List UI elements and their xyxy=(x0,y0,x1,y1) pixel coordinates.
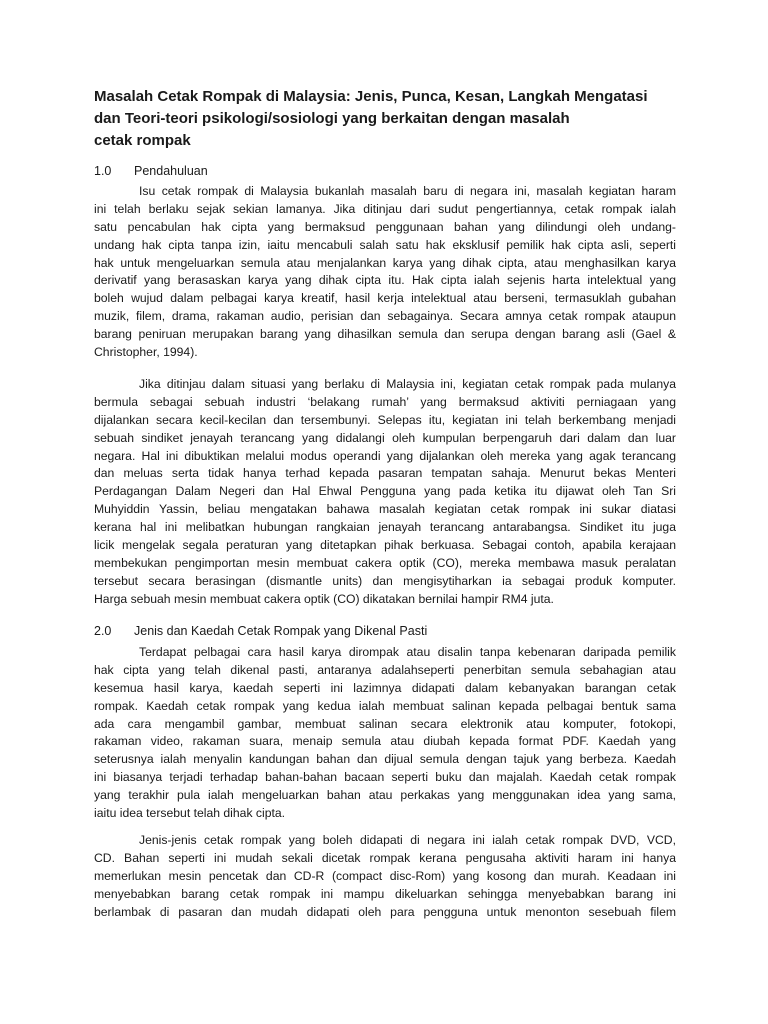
text-line: muzik, filem, drama, rakaman audio, perisian dan sebagainya. Secara amnya cetak rompak ataupun xyxy=(94,309,676,324)
text-line: Perdagangan Dalam Negeri dan Hal Ehwal Pengguna yang pada ketika itu dijawat oleh Tan Sri xyxy=(94,484,676,499)
title-line: dan Teori-teori psikologi/sosiologi yang berkaitan dengan masalah xyxy=(94,110,570,127)
paragraph-3 xyxy=(94,644,676,823)
text-line: Jika ditinjau dalam situasi yang berlaku di Malaysia ini, kegiatan cetak rompak pada mulanya xyxy=(139,377,676,391)
text-line: sebuah sindiket jenayah terancang yang didalangi oleh kumpulan berpengaruh dari dalam dan luar xyxy=(94,430,676,445)
text-line: menyebabkan barang cetak rompak ini mampu dikeluarkan sehingga menyebabkan barang ini xyxy=(94,886,676,901)
text-line: licik mengelak segala peraturan yang ditetapkan pihak berkuasa. Sebagai contoh, apabila kerajaan xyxy=(94,538,676,553)
paragraph-2 xyxy=(94,376,676,609)
text-line: negara. Hal ini dibuktikan melalui modus operandi yang dijalankan oleh mereka yang agak terancang xyxy=(94,448,676,463)
text-line: CD. Bahan seperti ini mudah sekali dicetak rompak kerana pengusaha aktiviti haram ini hanya xyxy=(94,850,676,865)
text-line: undang hak cipta tanpa izin, iaitu mencabuli salah satu hak eksklusif pemilik hak cipta asli, seperti xyxy=(94,237,676,252)
text-line: ada cara mengambil gambar, membuat salinan secara elektronik atau komputer, fotokopi, xyxy=(94,716,676,731)
text-line: berlambak di pasaran dan mudah didapati oleh para pengguna untuk menonton sesebuah filem xyxy=(94,904,676,919)
text-line: ini telah berlaku sejak sekian lamanya. Jika ditinjau dari sudut pengertiannya, cetak rompak ialah xyxy=(94,201,676,216)
paragraph-4 xyxy=(94,832,676,921)
text-line: Muhyiddin Yassin, beliau mengatakan bahawa masalah kegiatan cetak rompak ini sukar diatasi xyxy=(94,502,676,517)
text-line: barang peniruan merupakan barang yang dihasilkan semula dan serupa dengan barang asli (Gael & xyxy=(94,327,676,342)
section-heading-2 xyxy=(94,624,427,638)
text-line: bermula sebagai sebuah industri ‘belakang rumah’ yang bermaksud aktiviti perniagaan yang xyxy=(94,394,676,409)
text-line: yang terakhir pula ialah mengeluarkan bahan atau perkakas yang menggunakan idea yang sama, xyxy=(94,788,676,803)
text-line: membekukan pengimportan mesin membuat cakera optik (CO), mereka membawa masuk peralatan xyxy=(94,555,676,570)
text-line: Jenis-jenis cetak rompak yang boleh didapati di negara ini ialah cetak rompak DVD, VCD, xyxy=(139,833,676,847)
text-line: satu pencabulan hak cipta yang bermaksud penggunaan bahan yang dilindungi oleh undang- xyxy=(94,219,676,234)
text-line: dijalankan secara kecil-kecilan dan tersembunyi. Selepas itu, kegiatan ini telah berkembang menjadi xyxy=(94,412,676,427)
text-line: Christopher, 1994). xyxy=(94,345,198,360)
text-line: hak cipta yang telah dikenal pasti, antaranya adalahseperti penerbitan semula sebahagian atau xyxy=(94,662,676,677)
title-line: cetak rompak xyxy=(94,132,191,149)
section-title: Pendahuluan xyxy=(134,164,208,178)
text-line: derivatif yang berasaskan karya yang dihak cipta itu. Hak cipta ialah sejenis harta intelektual yang xyxy=(94,273,676,288)
text-line: Terdapat pelbagai cara hasil karya dirompak atau disalin tanpa kebenaran daripada pemilik xyxy=(139,645,676,659)
document-title xyxy=(94,86,694,152)
text-line: tersebut secara berasingan (dismantle units) dan mengisytiharkan ia sebagai produk komputer. xyxy=(94,573,676,588)
text-line: Isu cetak rompak di Malaysia bukanlah masalah baru di negara ini, masalah kegiatan haram xyxy=(139,184,676,198)
paragraph-1 xyxy=(94,183,676,362)
text-line: iaitu idea tersebut telah dihak cipta. xyxy=(94,806,286,821)
text-line: kesemua hasil karya, kaedah seperti ini lazimnya didapati dalam kebanyakan barangan cetak xyxy=(94,680,676,695)
title-line: Masalah Cetak Rompak di Malaysia: Jenis, Punca, Kesan, Langkah Mengatasi xyxy=(94,88,648,105)
section-number: 1.0 xyxy=(94,164,112,178)
text-line: Harga sebuah mesin membuat cakera optik (CO) dikatakan bernilai hampir RM4 juta. xyxy=(94,591,554,606)
text-line: rakaman video, rakaman suara, menaip semula atau diubah kepada format PDF. Kaedah yang xyxy=(94,734,676,749)
text-line: memerlukan mesin pencetak dan CD-R (compact disc-Rom) yang kosong dan murah. Keadaan ini xyxy=(94,868,676,883)
text-line: seterusnya ialah menyalin kandungan bahan dan dijual semula dengan tajuk yang berbeza. Kaedah xyxy=(94,752,676,767)
text-line: boleh wujud dalam pelbagai karya kreatif, hasil kerja intelektual atau berseni, termasuklah gubahan xyxy=(94,291,676,306)
text-line: kerana hal ini melibatkan hubungan rangkaian jenayah terancang antarabangsa. Sindiket itu juga xyxy=(94,520,676,535)
text-line: dan meluas serta tidak hanya terhad kepada pasaran tempatan sahaja. Menurut bekas Menteri xyxy=(94,466,676,481)
text-line: ini biasanya terjadi terhadap bahan-bahan bacaan seperti buku dan majalah. Kaedah cetak rompak xyxy=(94,770,676,785)
text-line: rompak. Kaedah cetak rompak yang kedua ialah membuat salinan kepada pelbagai bentuk sama xyxy=(94,698,676,713)
section-number: 2.0 xyxy=(94,624,112,638)
section-title: Jenis dan Kaedah Cetak Rompak yang Dikenal Pasti xyxy=(134,624,428,638)
section-heading-1 xyxy=(94,164,208,178)
text-line: hak untuk mengeluarkan semula atau menjalankan karya yang dihak cipta, atau menghasilkan karya xyxy=(94,255,676,270)
